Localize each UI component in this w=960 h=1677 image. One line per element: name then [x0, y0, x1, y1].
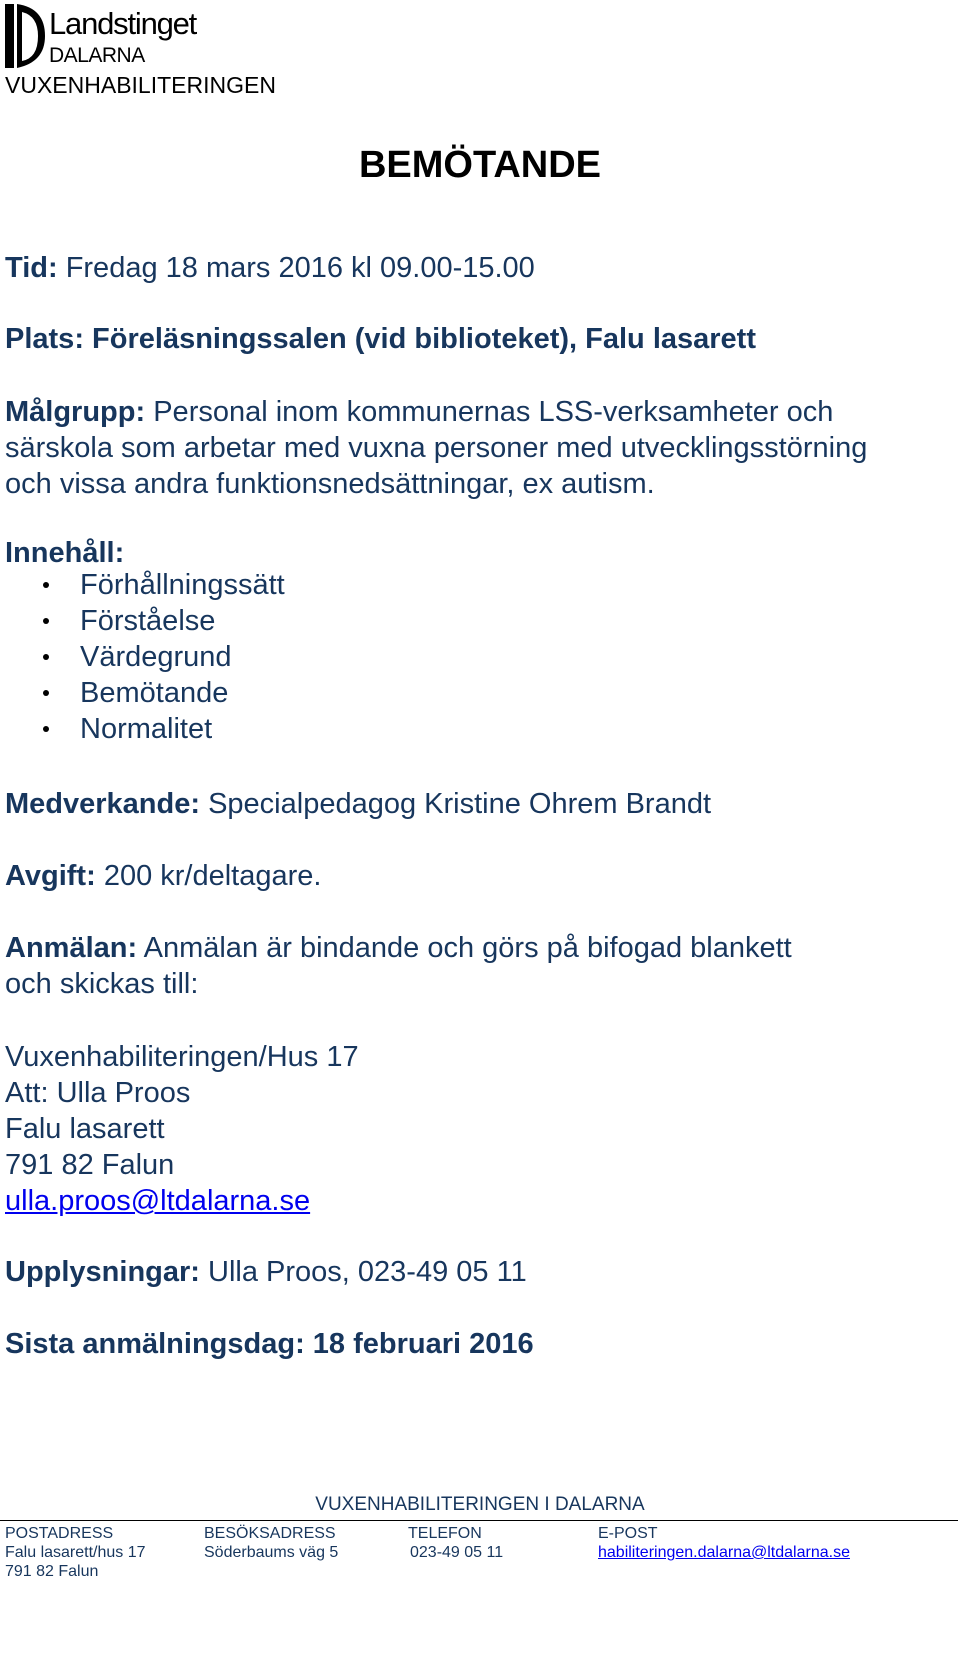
footer-telefon-value: 023-49 05 11 [410, 1544, 504, 1561]
tid-value: Fredag 18 mars 2016 kl 09.00-15.00 [65, 252, 535, 284]
address-line-3: Falu lasarett [5, 1113, 165, 1145]
list-item: Normalitet [5, 711, 285, 747]
footer-telefon-label: TELEFON [408, 1525, 482, 1542]
list-item: Bemötande [5, 675, 285, 711]
logo-text-dalarna: DALARNA [49, 44, 145, 67]
tid-label: Tid: [5, 252, 58, 284]
medverkande-label: Medverkande: [5, 788, 201, 820]
avgift-row [5, 858, 321, 894]
anmalan-label: Anmälan: [5, 932, 138, 964]
malgrupp-line1: Personal inom kommunernas LSS-verksamheter och [153, 396, 834, 428]
malgrupp-line2: särskola som arbetar med vuxna personer med utvecklingsstörning [5, 432, 868, 464]
logo-mark-icon [5, 2, 47, 72]
footer-email-link[interactable]: habiliteringen.dalarna@ltdalarna.se [598, 1544, 850, 1561]
deadline: Sista anmälningsdag: 18 februari 2016 [5, 1328, 534, 1360]
malgrupp-line3: och vissa andra funktionsnedsättningar, ex autism. [5, 468, 655, 500]
malgrupp-label: Målgrupp: [5, 396, 146, 428]
innehall-list [5, 567, 285, 747]
email-link[interactable]: ulla.proos@ltdalarna.se [5, 1185, 311, 1217]
address-line-2: Att: Ulla Proos [5, 1077, 191, 1109]
plats-value: Föreläsningssalen (vid biblioteket), Falu lasarett [92, 323, 756, 355]
list-item: Förhållningssätt [5, 567, 285, 603]
medverkande-row [5, 786, 711, 822]
list-item: Värdegrund [5, 639, 285, 675]
list-item: Förståelse [5, 603, 285, 639]
footer-divider [0, 1520, 958, 1521]
plats-row [5, 321, 756, 357]
tid-row [5, 250, 535, 286]
anmalan-row [5, 930, 792, 966]
avgift-value: 200 kr/deltagare. [103, 860, 322, 892]
address-line-4: 791 82 Falun [5, 1149, 175, 1181]
upplysningar-value: Ulla Proos, 023-49 05 11 [208, 1256, 527, 1288]
upplysningar-label: Upplysningar: [5, 1256, 200, 1288]
page-title: BEMÖTANDE [358, 144, 602, 186]
logo-text-landstinget: Landstinget [49, 6, 197, 41]
footer-epost-label: E-POST [598, 1525, 658, 1542]
plats-label: Plats: [5, 323, 84, 355]
upplysningar-row [5, 1254, 527, 1290]
footer-org-name: VUXENHABILITERINGEN I DALARNA [315, 1494, 645, 1515]
innehall-label: Innehåll: [5, 537, 125, 569]
footer-postadress-label: POSTADRESS [5, 1525, 114, 1542]
address-email-row [5, 1183, 310, 1219]
anmalan-line2: och skickas till: [5, 968, 199, 1000]
footer-postadress-line2: 791 82 Falun [5, 1563, 99, 1580]
anmalan-line1: Anmälan är bindande och görs på bifogad blankett [143, 932, 792, 964]
medverkande-value: Specialpedagog Kristine Ohrem Brandt [208, 788, 712, 820]
footer-besoksadress-value: Söderbaums väg 5 [204, 1544, 339, 1561]
malgrupp-row [5, 394, 833, 430]
address-line-1: Vuxenhabiliteringen/Hus 17 [5, 1041, 359, 1073]
department-name: VUXENHABILITERINGEN [5, 72, 276, 98]
landstinget-dalarna-logo [5, 2, 215, 74]
avgift-label: Avgift: [5, 860, 96, 892]
footer-besoksadress-label: BESÖKSADRESS [204, 1525, 336, 1542]
footer-epost-row [598, 1543, 850, 1562]
footer-postadress-line1: Falu lasarett/hus 17 [5, 1544, 146, 1561]
